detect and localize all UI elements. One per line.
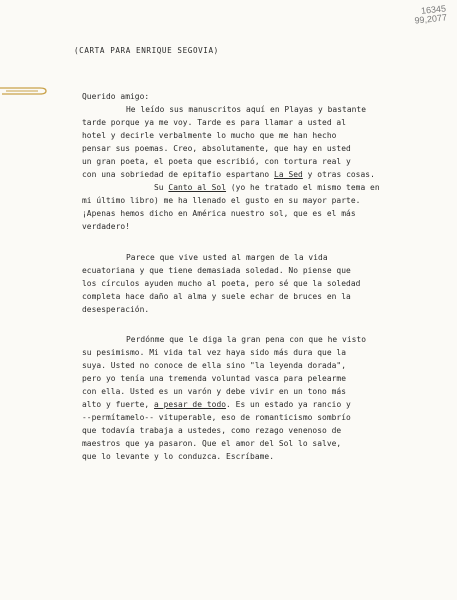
p1-line-6-end: y otras cosas. — [307, 170, 375, 179]
p2-line-1: Parece que vive usted al margen de la vida — [126, 253, 328, 262]
p1-line-3: hotel y decirle verbalmente lo mucho que me han hecho — [82, 131, 337, 140]
p3-line-1: Perdónme que le diga la gran pena con que he visto — [126, 335, 367, 344]
p1-line-9: ¡Apenas hemos dicho en América nuestro sol, que es el más — [82, 209, 356, 218]
paper-clip-mark — [0, 83, 48, 97]
p3-line-10: que lo levante y lo conduzca. Escríbame. — [82, 452, 275, 461]
title-canto-al-sol: Canto al Sol — [168, 183, 227, 192]
p2-line-4: completa hace daño al alma y suele echar de bruces en la — [82, 292, 351, 301]
archive-number-mark — [414, 4, 448, 25]
letter-heading: (CARTA PARA ENRIQUE SEGOVIA) — [74, 46, 219, 55]
p1-line-4: pensar sus poemas. Creo, absolutamente, que hay en usted — [82, 144, 351, 153]
p2-line-3: los círculos ayuden mucho al poeta, pero sé que la soledad — [82, 279, 361, 288]
p1-line-8: mi último libro) me ha llenado el gusto en su mayor parte. — [82, 196, 361, 205]
p1-line-6-text: con una sobriedad de epitafio espartano — [82, 170, 270, 179]
p3-line-6-post: . Es un estado ya rancio y — [226, 400, 351, 409]
p3-line-6 — [82, 400, 351, 409]
p1-line-7 — [154, 183, 380, 192]
p1-line-7-pre: Su — [154, 183, 164, 192]
title-la-sed: La Sed — [274, 170, 303, 179]
p3-line-3: suya. Usted no conoce de ella sino "la leyenda dorada", — [82, 361, 347, 370]
p1-line-6 — [82, 170, 375, 179]
p1-line-7-post: (yo he tratado el mismo tema en — [230, 183, 380, 192]
p1-line-1: He leído sus manuscritos aquí en Playas y bastante — [126, 105, 367, 114]
p1-line-2: tarde porque ya me voy. Tarde es para llamar a usted al — [82, 118, 347, 127]
archive-number-line-1: 16345 — [420, 3, 447, 16]
p2-line-2: ecuatoriana y que tiene demasiada soledad. No piense que — [82, 266, 351, 275]
archive-number-line-2: 99,2077 — [414, 12, 448, 26]
p3-line-7: --permítamelo-- vituperable, eso de romanticismo sombrío — [82, 413, 351, 422]
p3-line-2: su pesimismo. Mi vida tal vez haya sido más dura que la — [82, 348, 347, 357]
p3-line-9: maestros que ya pasaron. Que el amor del Sol lo salve, — [82, 439, 342, 448]
p2-line-5: desesperación. — [82, 305, 150, 314]
greeting: Querido amigo: — [82, 92, 150, 101]
p3-line-8: que todavía trabaja a ustedes, como rezago venenoso de — [82, 426, 342, 435]
p1-line-10: verdadero! — [82, 222, 131, 231]
phrase-a-pesar-de-todo: a pesar de todo — [154, 400, 227, 409]
p3-line-6-pre: alto y fuerte, — [82, 400, 150, 409]
p3-line-4: pero yo tenía una tremenda voluntad vasca para pelearme — [82, 374, 347, 383]
p1-line-5: un gran poeta, el poeta que escribió, con tortura real y — [82, 157, 351, 166]
p3-line-5: con ella. Usted es un varón y debe vivir en un tono más — [82, 387, 347, 396]
